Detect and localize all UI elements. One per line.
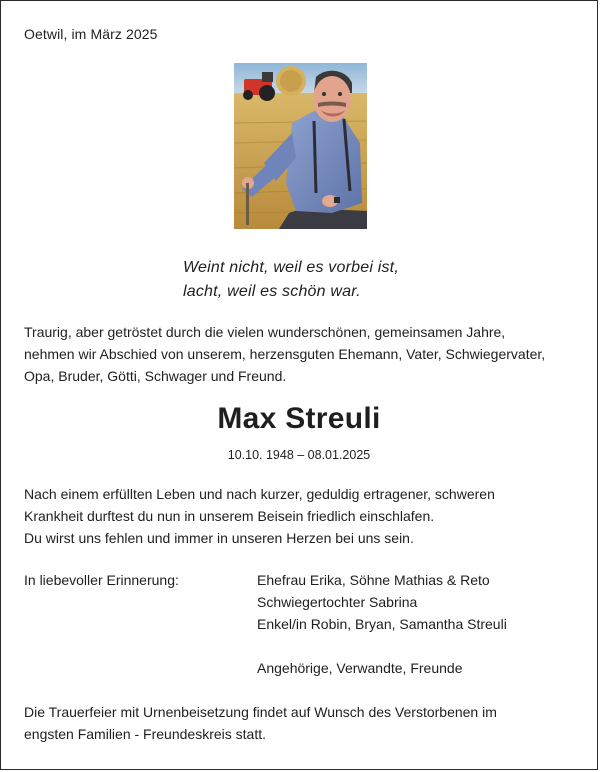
intro-paragraph bbox=[24, 321, 584, 387]
family-line: Enkel/in Robin, Bryan, Samantha Streuli bbox=[257, 616, 507, 632]
farewell-paragraph bbox=[24, 483, 584, 549]
relatives-line: Angehörige, Verwandte, Freunde bbox=[257, 660, 463, 676]
intro-line-3: Opa, Bruder, Götti, Schwager und Freund. bbox=[24, 368, 287, 384]
place-date: Oetwil, im März 2025 bbox=[24, 26, 158, 42]
family-list bbox=[257, 569, 507, 679]
quote-line-2: lacht, weil es schön war. bbox=[183, 283, 361, 300]
life-dates: 10.10. 1948 – 08.01.2025 bbox=[227, 448, 371, 462]
memory-label: In liebevoller Erinnerung: bbox=[24, 572, 179, 588]
portrait-photo bbox=[234, 63, 367, 229]
farewell-line-2: Krankheit durftest du nun in unserem Beisein friedlich einschlafen. bbox=[24, 508, 435, 524]
ceremony-line-1: Die Trauerfeier mit Urnenbeisetzung findet auf Wunsch des Verstorbenen im bbox=[24, 704, 497, 720]
family-line: Schwiegertochter Sabrina bbox=[257, 594, 418, 610]
intro-line-1: Traurig, aber getröstet durch die vielen wunderschönen, gemeinsamen Jahre, bbox=[24, 324, 506, 340]
deceased-name: Max Streuli bbox=[217, 402, 381, 435]
intro-line-2: nehmen wir Abschied von unserem, herzensguten Ehemann, Vater, Schwiegervater, bbox=[24, 346, 546, 362]
ceremony-paragraph bbox=[24, 701, 584, 745]
farewell-line-3: Du wirst uns fehlen und immer in unseren Herzen bei uns sein. bbox=[24, 530, 414, 546]
family-spacer bbox=[257, 635, 507, 657]
quote-line-1: Weint nicht, weil es vorbei ist, bbox=[183, 259, 399, 276]
memorial-quote bbox=[183, 256, 399, 304]
family-line: Ehefrau Erika, Söhne Mathias & Reto bbox=[257, 572, 490, 588]
ceremony-line-2: engsten Familien - Freundeskreis statt. bbox=[24, 726, 266, 742]
farewell-line-1: Nach einem erfüllten Leben und nach kurzer, geduldig ertragener, schweren bbox=[24, 486, 495, 502]
